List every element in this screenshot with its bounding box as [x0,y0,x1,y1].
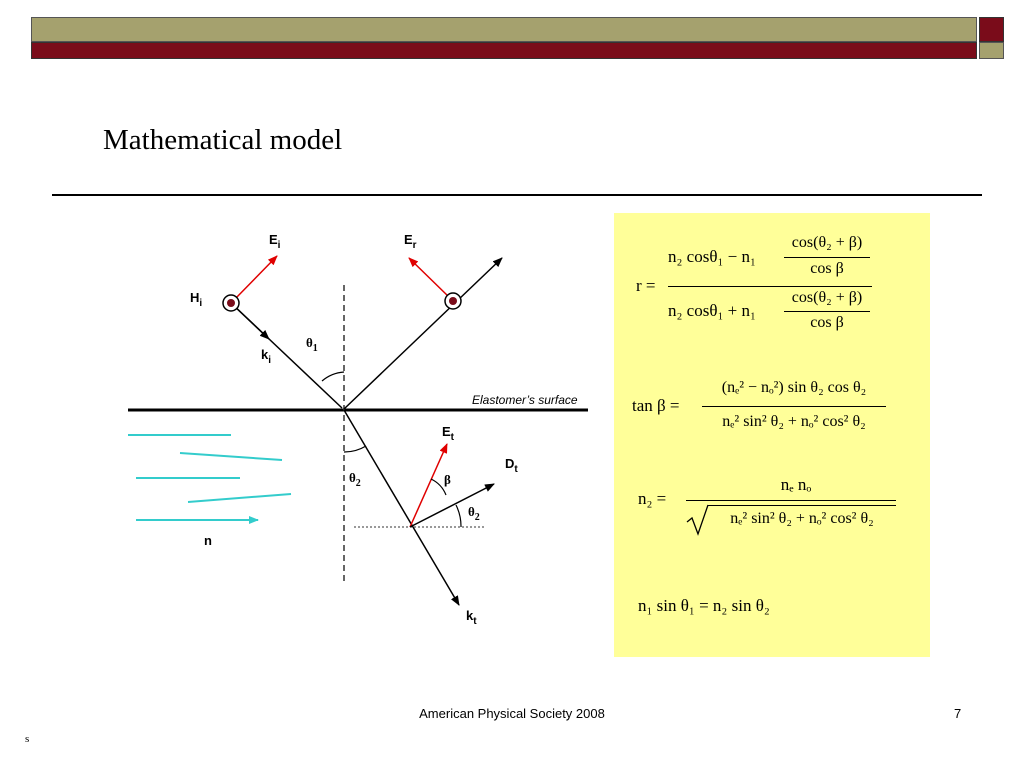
eq2-numerator: (nₑ² − nₒ²) sin θ₂ cos θ₂ [721,379,867,396]
eq1-lhs: r = [636,276,656,295]
label-H-i: $H_i$ [190,290,203,309]
label-k-t: $k_t$ [466,608,477,627]
reflected-field-vector [409,258,450,298]
theta2-right-arc [456,505,461,527]
eq2-denominator: nₑ² sin² θ₂ + nₒ² cos² θ₂ [722,413,866,430]
eq3-denominator: nₑ² sin² θ₂ + nₒ² cos² θ₂ [730,510,874,527]
eq3-fraction-bar [686,500,896,501]
eq2-lhs: tan β = [632,396,680,415]
label-theta-2-right: $\theta_2$ [468,504,480,523]
label-theta-1: $\theta_1$ [306,335,318,354]
label-D-t: $D_t$ [505,456,518,475]
eq1-num-frac-top: cos(θ₂ + β) [791,234,863,251]
page-number: 7 [954,706,962,721]
eq1-main-fraction-bar [668,286,872,287]
eq1-numerator-a: n₂ cosθ₁ − n₁ [668,247,756,266]
director-line-4 [188,494,291,502]
incident-field-vector [235,256,277,299]
reflected-ray [344,258,502,409]
theta2-left-arc [344,446,366,452]
label-theta-2-left: $\theta_2$ [349,470,361,489]
eq1-den-frac-top: cos(θ₂ + β) [791,289,863,306]
displacement-vector [410,484,494,527]
label-elastomer-surface: Elastomer’s surface [472,393,578,407]
label-director-n: n [204,533,212,548]
eq1-num-frac-bottom: cos β [810,260,844,277]
label-k-i: $k_i$ [261,347,272,366]
equations-panel [614,213,930,657]
slide-title: Mathematical model [103,124,343,156]
theta1-arc [322,372,344,381]
eq3-lhs: n₂ = [638,489,667,508]
label-E-i: $E_i$ [269,232,281,251]
eq3-numerator: nₑ nₒ [780,475,812,494]
eq1-denominator-a: n₂ cosθ₁ + n₁ [668,301,756,320]
footer-text: American Physical Society 2008 [419,706,605,721]
transmitted-ray [344,410,459,605]
label-E-t: $E_t$ [442,424,455,443]
corner-mark: s [25,733,30,745]
label-beta: β [444,472,451,487]
director-line-2 [180,453,282,460]
eq2-fraction-bar [702,406,886,407]
eq1-den-frac-bottom: cos β [810,314,844,331]
transmitted-field-vector [410,444,447,527]
label-E-r: $E_r$ [404,232,417,251]
eq4-snell-law: n₁ sin θ₁ = n₂ sin θ₂ [638,596,770,615]
